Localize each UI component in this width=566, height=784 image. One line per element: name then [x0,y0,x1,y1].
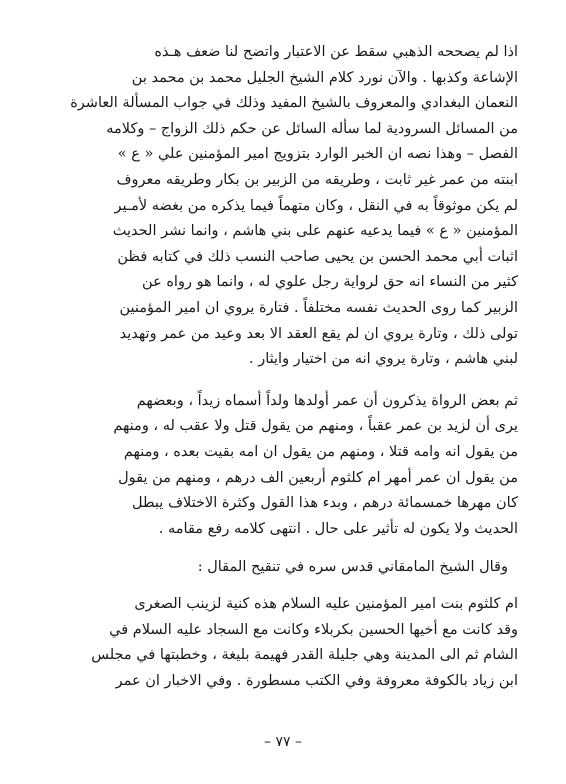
text-line: من يقول ان عمر أمهر ام كلثوم أربعين الف درهم ، ومنهم من يقول [118,469,518,486]
paragraph-1 [52,40,518,373]
text-line: كان مهرها خمسمائة درهم ، وبدء هذا القول وكثرة الاختلاف يبطل [132,495,518,512]
text-line: من المسائل السرودية لما سأله السائل عن حكم ذلك الزواج – وكلامه [106,120,518,137]
text-line: تولى ذلك ، وتارة يروي ان لم يقع العقد الا بعد وعيد من عمر وتهديد [119,325,518,342]
text-line: الفصل – وهذا نصه ان الخبر الوارد بتزويج امير المؤمنين علي « ع » [117,146,518,163]
text-line: الزبير كما روى الحديث نفسه مختلفاً . فتارة يروي ان امير المؤمنين [119,299,518,316]
text-line: ام كلثوم بنت امير المؤمنين عليه السلام هذه كنية لزينب الصغرى [134,596,518,613]
text-line: الشام ثم الى المدينة وهي جليلة القدر فهيمة بليغة ، وخطبتها في مجلس [91,647,518,664]
page-number: – ٧٧ – [264,734,302,750]
text-line: من يقول انه وامه قتلا ، ومنهم من يقول ان امه بقيت بعده ، ومنهم [123,443,518,460]
text-line: اذا لم يصححه الذهبي سقط عن الاعتبار واتضح لنا ضعف هـذه [154,44,518,60]
paragraph-2 [52,389,518,543]
section-heading: وقال الشيخ المامقاني قدس سره في تنقيح المقال : [197,559,508,576]
page-body [52,40,518,695]
text-line: الإشاعة وكذبها . والآن نورد كلام الشيخ الجليل محمد بن محمد بن [131,69,518,86]
text-line: النعمان البغدادي والمعروف بالشيخ المفيد وذلك في جواب المسألة العاشرة [70,95,518,112]
text-line: وقد كانت مع أخيها الحسين بكربلاء وكانت مع السجاد عليه السلام في [109,621,518,638]
text-line: الحديث ولا يكون له تأثير على حال . انتهى كلامه رفع مقامه . [158,520,518,537]
text-line: ابنته من عمر غير ثابت ، وطريقه من الزبير بن بكار وطريقه معروف [116,171,518,188]
text-line: كثير من النساء انه حق لرواية رجل علوي له ، وانما هو رواه عن [142,274,518,291]
text-line: لبني هاشم ، وتارة يروي انه من اختيار وايثار . [248,351,518,368]
text-line: ابن زياد بالكوفة معروفة وفي الكتب مسطورة . وفي الاخبار ان عمر [115,673,518,690]
text-line: لم يكن موثوقاً به في النقل ، وكان متهماً فيما يذكره من بغضه لأمـير [114,197,518,214]
paragraph-3 [52,592,518,694]
text-line: ثم بعض الرواة يذكرون أن عمر أولدها ولداً أسماه زيداً ، وبعضهم [136,392,518,409]
text-line: اثبات أبي محمد الحسن بن يحيى صاحب النسب ذلك في كتابه فظن [117,248,518,265]
text-line: المؤمنين « ع » فيما يدعيه عنهم على بني هاشم ، وانما نشر الحديث [112,223,518,240]
text-line: يرى أن لزيد بن عمر عقباً ، ومنهم من يقول قتل ولا عقب له ، ومنهم [113,418,518,435]
